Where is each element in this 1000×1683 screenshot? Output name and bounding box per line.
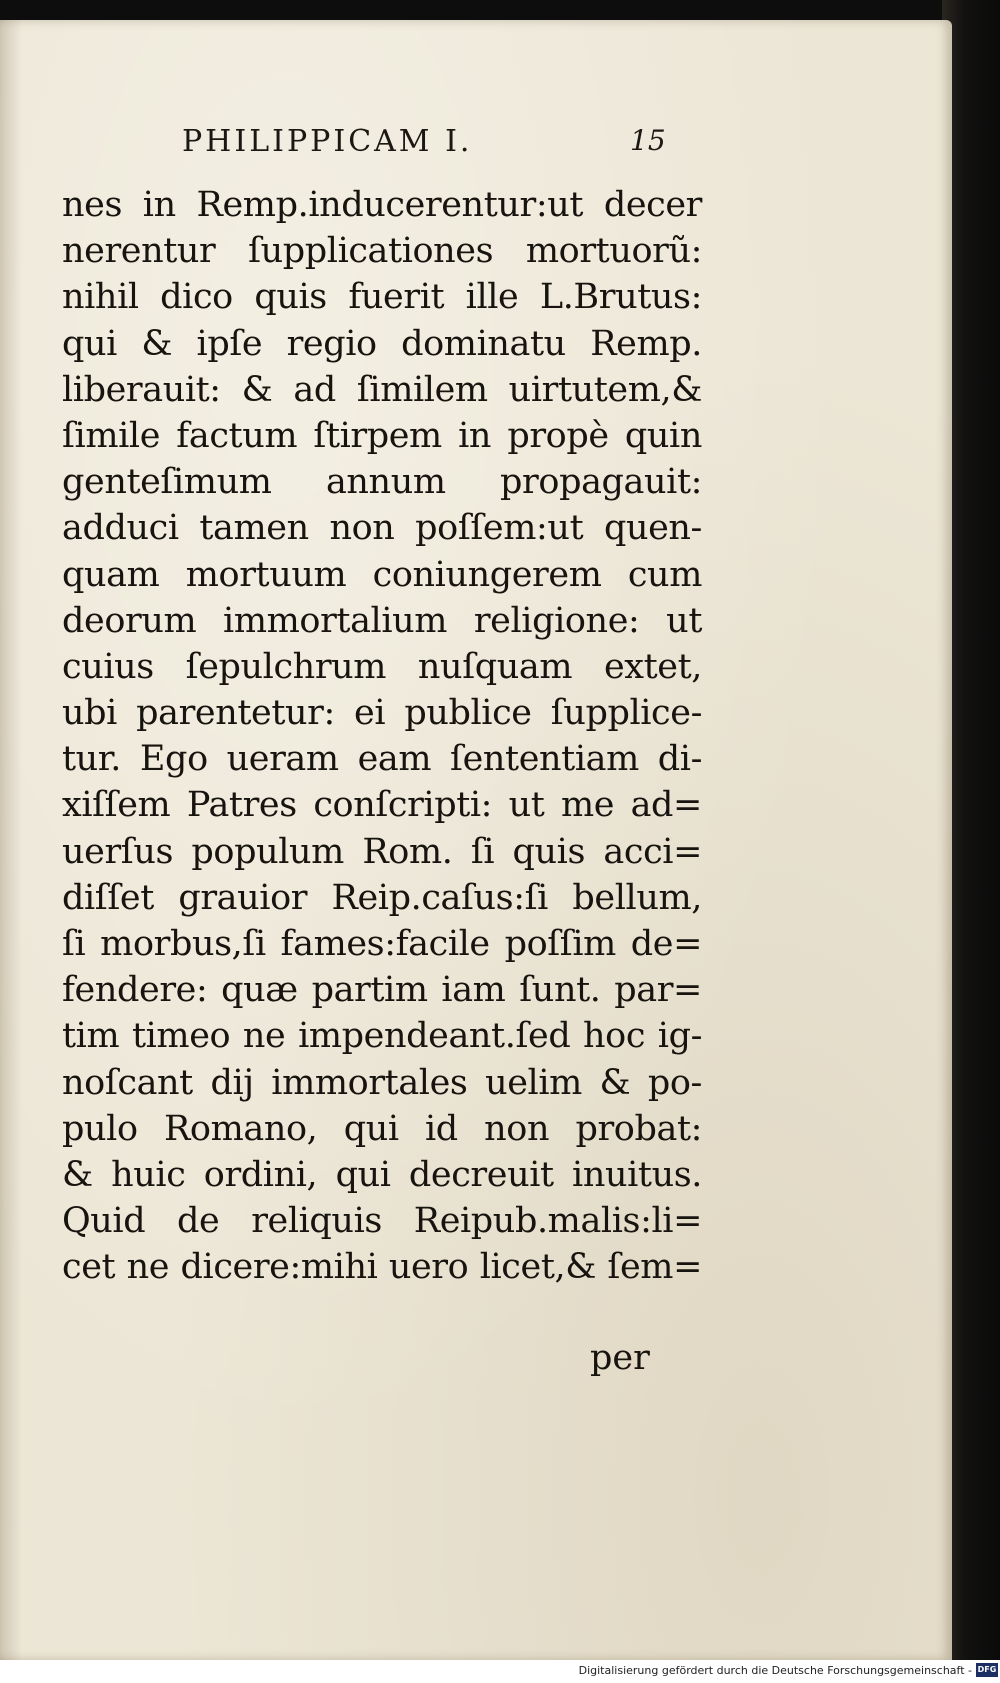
text-line: diſſet grauior Reip.caſus:ſi bellum,	[62, 877, 702, 918]
text-line: ſimile factum ſtirpem in propè quin	[62, 415, 702, 456]
text-line: tim timeo ne impendeant.ſed hoc ig-	[62, 1016, 702, 1057]
text-line: uerſus populum Rom. ſi quis acci=	[62, 831, 702, 872]
text-line: tur. Ego ueram eam ſententiam di-	[62, 739, 702, 780]
text-line: genteſimum annum propagauit:	[62, 462, 702, 503]
text-line: cuius ſepulchrum nuſquam extet,	[62, 646, 702, 687]
page-gutter-shadow	[0, 20, 22, 1660]
text-line: deorum immortalium religione: ut	[62, 600, 702, 641]
funding-attribution: Digitalisierung gefördert durch die Deutsche Forschungsgemeinschaft -	[578, 1664, 972, 1677]
book-edge-top	[0, 0, 1000, 22]
text-line: liberauit: & ad ſimilem uirtutem,&	[62, 369, 702, 410]
digitization-footer	[0, 1660, 1000, 1683]
text-line: quam mortuum coniungerem cum	[62, 554, 702, 595]
text-line: noſcant dij immortales uelim & po-	[62, 1062, 702, 1103]
catchword: per	[590, 1338, 650, 1378]
text-line: & huic ordini, qui decreuit inuitus.	[62, 1154, 702, 1195]
running-title: PHILIPPICAM I.	[182, 124, 473, 159]
text-line: fendere: quæ partim iam ſunt. par=	[62, 970, 702, 1011]
text-line: nerentur ſupplicationes mortuorũ:	[62, 231, 702, 272]
text-line: cet ne dicere:mihi uero licet,& ſem=	[62, 1247, 702, 1288]
running-head	[64, 124, 684, 164]
text-line: xiſſem Patres conſcripti: ut me ad=	[62, 785, 702, 826]
text-line: nes in Remp.inducerentur:ut decer	[62, 185, 702, 225]
text-line: pulo Romano, qui id non probat:	[62, 1108, 702, 1149]
body-text	[62, 182, 702, 1291]
dfg-logo: DFG	[976, 1663, 998, 1677]
text-line: ſi morbus,ſi fames:facile poſſim de=	[62, 924, 702, 964]
text-line: qui & ipſe regio dominatu Remp.	[62, 323, 702, 364]
text-line: ubi parentetur: ei publice ſupplice-	[62, 693, 702, 734]
book-page	[0, 20, 952, 1660]
folio-number: 15	[630, 124, 666, 157]
text-line: nihil dico quis fuerit ille L.Brutus:	[62, 277, 702, 318]
text-line: Quid de reliquis Reipub.malis:li=	[62, 1201, 702, 1242]
text-line: adduci tamen non poſſem:ut quen-	[62, 508, 702, 549]
